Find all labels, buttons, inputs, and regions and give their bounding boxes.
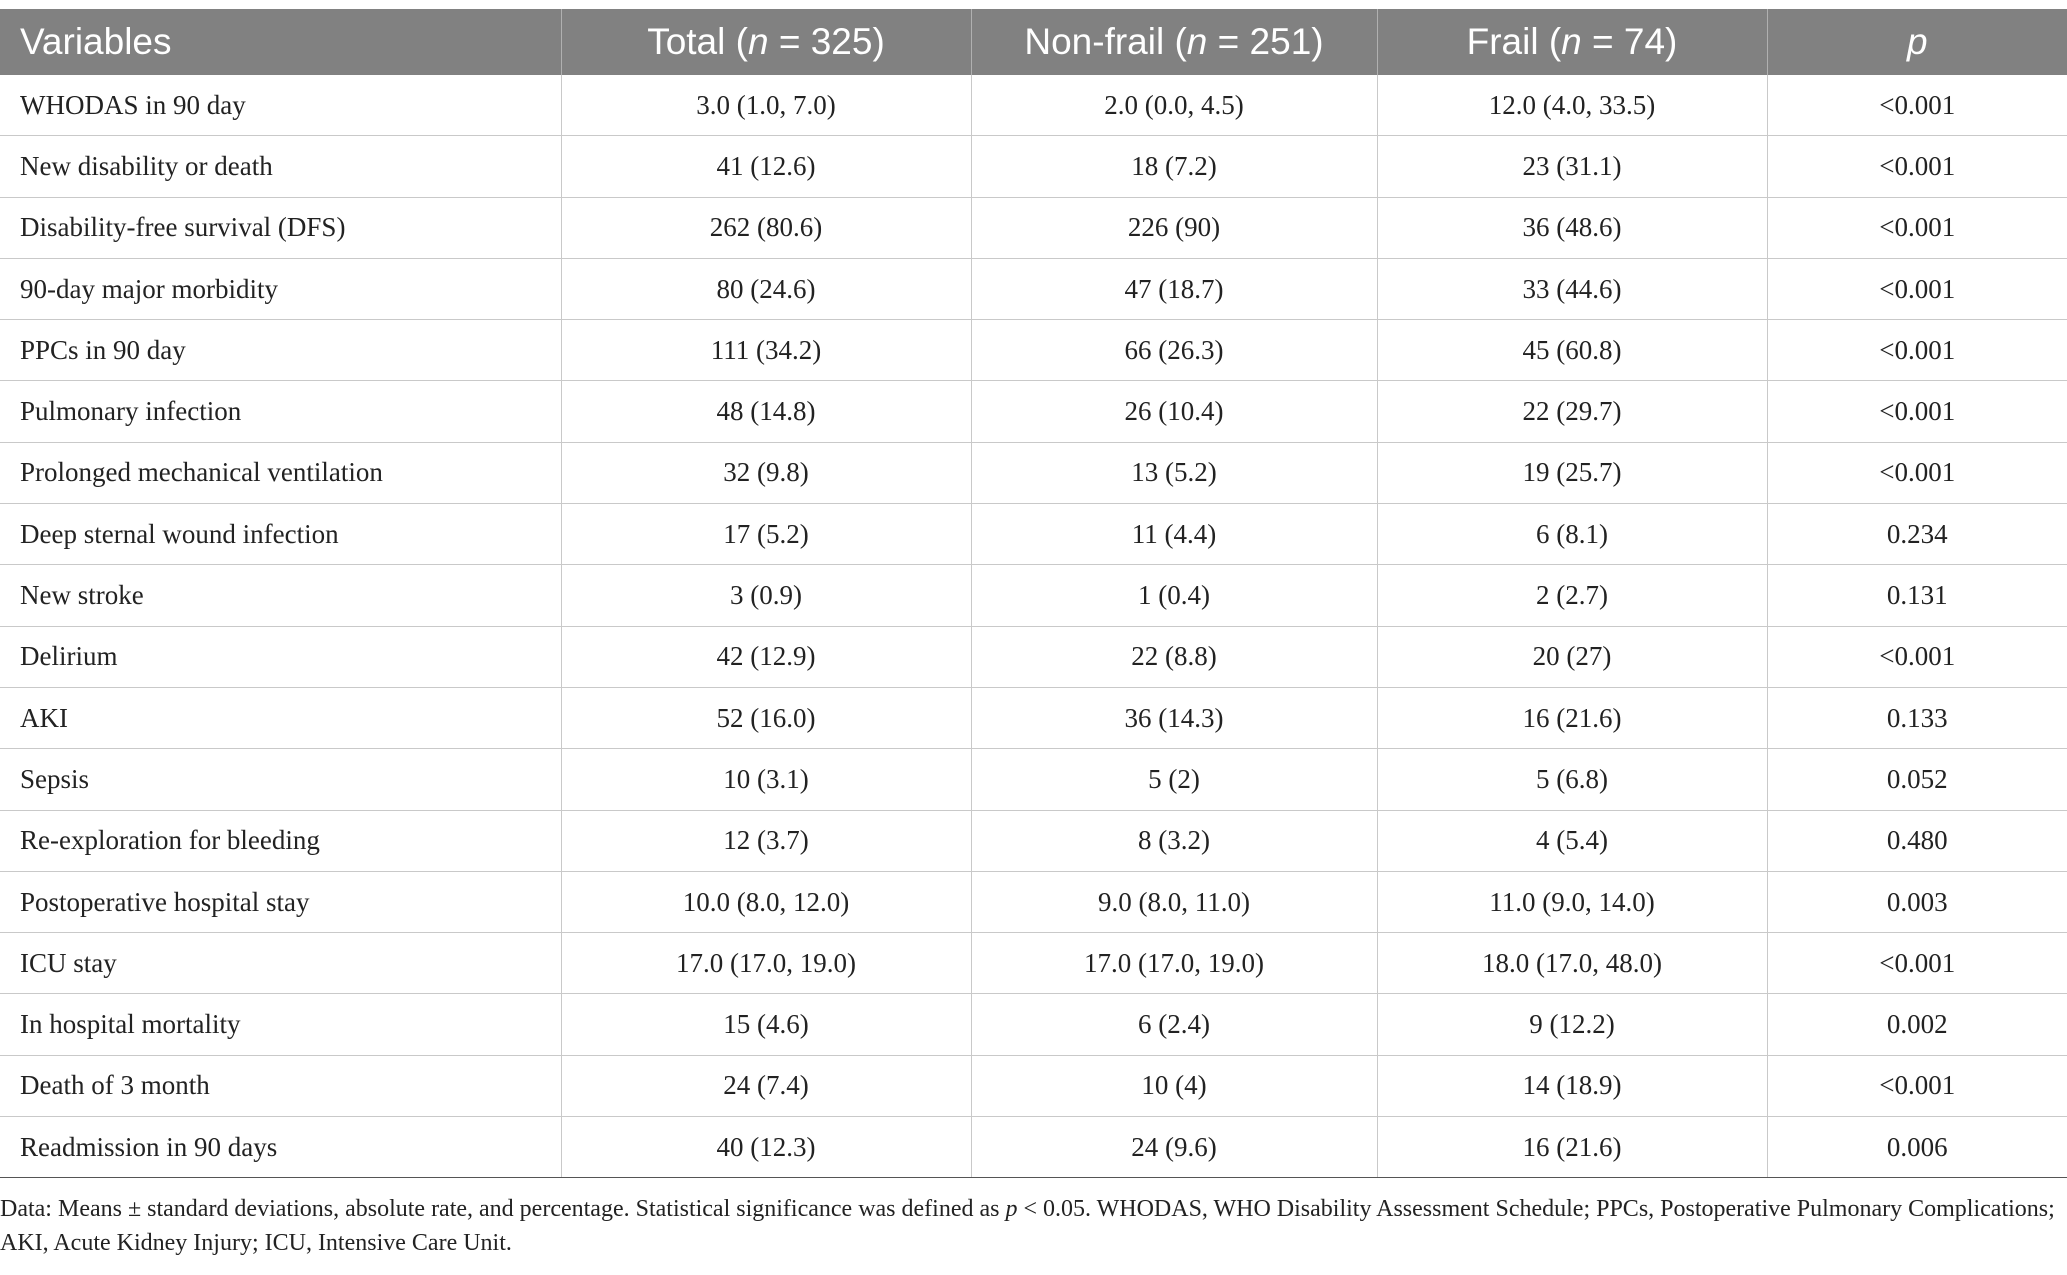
table-row [0,749,2067,810]
cell-non-frail: 47 (18.7) [971,258,1377,319]
table-row [0,933,2067,994]
cell-total: 3.0 (1.0, 7.0) [561,75,971,136]
cell-non-frail: 17.0 (17.0, 19.0) [971,933,1377,994]
cell-total: 262 (80.6) [561,197,971,258]
cell-variable: Prolonged mechanical ventilation [0,442,561,503]
header-non-frail-n: n [1186,21,1208,62]
cell-frail: 11.0 (9.0, 14.0) [1377,871,1767,932]
header-total-pre: Total ( [647,21,748,62]
cell-variable: New stroke [0,565,561,626]
header-non-frail [971,9,1377,75]
cell-variable: ICU stay [0,933,561,994]
cell-non-frail: 66 (26.3) [971,320,1377,381]
cell-frail: 14 (18.9) [1377,1055,1767,1116]
cell-total: 42 (12.9) [561,626,971,687]
footnote-p: p [1005,1196,1018,1222]
table-row [0,320,2067,381]
table-row [0,75,2067,136]
cell-p-value: 0.234 [1767,504,2067,565]
cell-p-value: <0.001 [1767,626,2067,687]
outcomes-table [0,9,2067,1178]
table-row [0,626,2067,687]
cell-non-frail: 226 (90) [971,197,1377,258]
table-row [0,687,2067,748]
outcomes-table-container [0,9,2067,1178]
cell-non-frail: 26 (10.4) [971,381,1377,442]
cell-variable: AKI [0,687,561,748]
header-frail-n: n [1561,21,1582,62]
cell-variable: Re-exploration for bleeding [0,810,561,871]
cell-variable: Sepsis [0,749,561,810]
cell-frail: 45 (60.8) [1377,320,1767,381]
cell-variable: New disability or death [0,136,561,197]
table-row [0,442,2067,503]
cell-p-value: 0.002 [1767,994,2067,1055]
cell-frail: 12.0 (4.0, 33.5) [1377,75,1767,136]
table-row [0,994,2067,1055]
header-non-frail-pre: Non-frail ( [1024,21,1187,62]
cell-total: 3 (0.9) [561,565,971,626]
cell-total: 12 (3.7) [561,810,971,871]
table-row [0,871,2067,932]
header-frail [1377,9,1767,75]
cell-variable: Postoperative hospital stay [0,871,561,932]
cell-variable: Deep sternal wound infection [0,504,561,565]
cell-frail: 20 (27) [1377,626,1767,687]
cell-non-frail: 6 (2.4) [971,994,1377,1055]
cell-total: 52 (16.0) [561,687,971,748]
cell-total: 32 (9.8) [561,442,971,503]
cell-p-value: 0.480 [1767,810,2067,871]
cell-p-value: 0.006 [1767,1117,2067,1178]
cell-frail: 18.0 (17.0, 48.0) [1377,933,1767,994]
cell-total: 48 (14.8) [561,381,971,442]
cell-total: 10 (3.1) [561,749,971,810]
header-total [561,9,971,75]
cell-p-value: <0.001 [1767,320,2067,381]
table-row [0,197,2067,258]
cell-total: 40 (12.3) [561,1117,971,1178]
cell-total: 17 (5.2) [561,504,971,565]
header-frail-pre: Frail ( [1466,21,1562,62]
cell-frail: 4 (5.4) [1377,810,1767,871]
cell-p-value: <0.001 [1767,258,2067,319]
cell-p-value: 0.133 [1767,687,2067,748]
cell-p-value: <0.001 [1767,75,2067,136]
table-row [0,1117,2067,1178]
cell-total: 24 (7.4) [561,1055,971,1116]
cell-total: 10.0 (8.0, 12.0) [561,871,971,932]
cell-frail: 2 (2.7) [1377,565,1767,626]
cell-variable: Pulmonary infection [0,381,561,442]
cell-non-frail: 1 (0.4) [971,565,1377,626]
cell-p-value: <0.001 [1767,442,2067,503]
cell-frail: 19 (25.7) [1377,442,1767,503]
table-row [0,810,2067,871]
cell-p-value: 0.052 [1767,749,2067,810]
cell-frail: 9 (12.2) [1377,994,1767,1055]
cell-variable: PPCs in 90 day [0,320,561,381]
header-row [0,9,2067,75]
cell-non-frail: 13 (5.2) [971,442,1377,503]
cell-frail: 16 (21.6) [1377,687,1767,748]
cell-non-frail: 36 (14.3) [971,687,1377,748]
table-row [0,258,2067,319]
cell-total: 41 (12.6) [561,136,971,197]
cell-variable: Disability-free survival (DFS) [0,197,561,258]
table-row [0,136,2067,197]
header-frail-post: = 74) [1581,21,1678,62]
table-row [0,565,2067,626]
header-total-n: n [747,21,769,62]
cell-variable: Death of 3 month [0,1055,561,1116]
cell-non-frail: 18 (7.2) [971,136,1377,197]
cell-non-frail: 10 (4) [971,1055,1377,1116]
cell-p-value: <0.001 [1767,381,2067,442]
header-variables [0,9,561,75]
cell-total: 80 (24.6) [561,258,971,319]
cell-non-frail: 22 (8.8) [971,626,1377,687]
cell-p-value: <0.001 [1767,136,2067,197]
header-p-text: p [1906,21,1928,62]
cell-total: 15 (4.6) [561,994,971,1055]
cell-frail: 36 (48.6) [1377,197,1767,258]
header-total-post: = 325) [768,21,885,62]
cell-non-frail: 9.0 (8.0, 11.0) [971,871,1377,932]
table-body [0,75,2067,1178]
cell-variable: Readmission in 90 days [0,1117,561,1178]
cell-non-frail: 5 (2) [971,749,1377,810]
header-variables-text: Variables [20,21,172,62]
table-row [0,1055,2067,1116]
cell-p-value: <0.001 [1767,933,2067,994]
table-row [0,504,2067,565]
cell-non-frail: 24 (9.6) [971,1117,1377,1178]
cell-frail: 33 (44.6) [1377,258,1767,319]
cell-p-value: 0.131 [1767,565,2067,626]
cell-frail: 16 (21.6) [1377,1117,1767,1178]
cell-frail: 6 (8.1) [1377,504,1767,565]
cell-p-value: 0.003 [1767,871,2067,932]
cell-variable: 90-day major morbidity [0,258,561,319]
header-non-frail-post: = 251) [1207,21,1324,62]
cell-total: 17.0 (17.0, 19.0) [561,933,971,994]
cell-frail: 23 (31.1) [1377,136,1767,197]
footnote-post: < 0.05. WHODAS, WHO Disability Assessment Schedule; PPCs, Postoperative Pulmonary Complications; AKI, Acute Kidney Injury; ICU, Intensive Care Unit. [0,1196,2055,1256]
cell-variable: WHODAS in 90 day [0,75,561,136]
cell-non-frail: 8 (3.2) [971,810,1377,871]
cell-frail: 5 (6.8) [1377,749,1767,810]
table-footnote [0,1192,2060,1260]
cell-variable: Delirium [0,626,561,687]
cell-non-frail: 11 (4.4) [971,504,1377,565]
cell-variable: In hospital mortality [0,994,561,1055]
cell-non-frail: 2.0 (0.0, 4.5) [971,75,1377,136]
cell-total: 111 (34.2) [561,320,971,381]
footnote-pre: Data: Means ± standard deviations, absolute rate, and percentage. Statistical significance was defined as [0,1196,1006,1222]
cell-frail: 22 (29.7) [1377,381,1767,442]
header-p-value [1767,9,2067,75]
cell-p-value: <0.001 [1767,197,2067,258]
table-row [0,381,2067,442]
cell-p-value: <0.001 [1767,1055,2067,1116]
